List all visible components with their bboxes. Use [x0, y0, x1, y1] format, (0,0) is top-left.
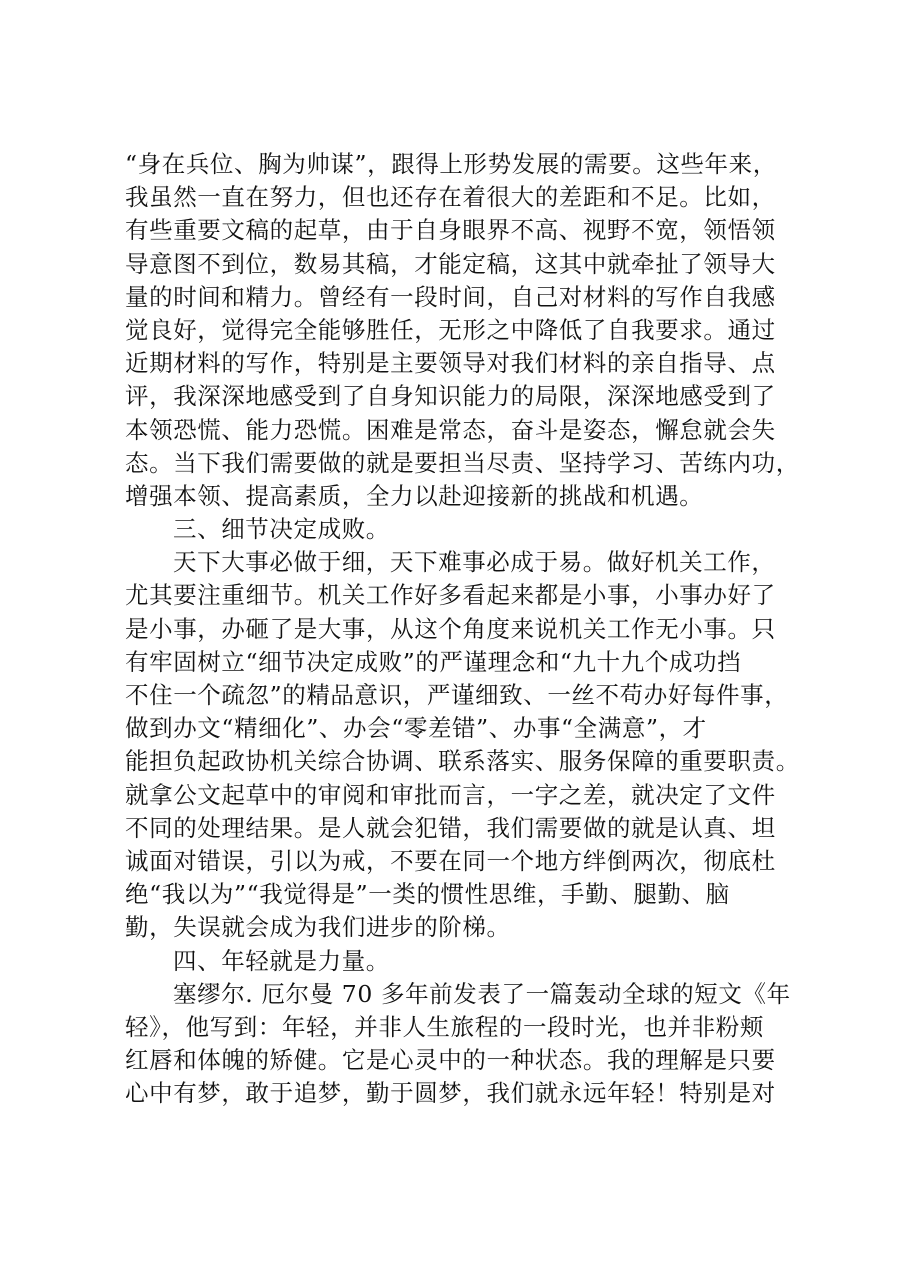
text-line: 本领恐慌、能力恐慌。困难是常态，奋斗是姿态，懈怠就会失 [125, 415, 776, 444]
text-line: 增强本领、提高素质，全力以赴迎接新的挑战和机遇。 [125, 481, 704, 510]
text-line: 能担负起政协机关综合协调、联系落实、服务保障的重要职责。 [125, 747, 800, 776]
section-heading: 三、细节决定成败。 [173, 515, 390, 544]
text-line: 塞缪尔. 厄尔曼 70 多年前发表了一篇轰动全球的短文《年 [173, 979, 791, 1008]
text-line: 导意图不到位，数易其稿，才能定稿，这其中就牵扯了领导大 [125, 249, 776, 278]
text-line: 绝“我以为”“我觉得是”一类的惯性思维，手勤、腿勤、脑 [125, 880, 730, 909]
text-line: 诚面对错误，引以为戒，不要在同一个地方绊倒两次，彻底杜 [125, 846, 776, 875]
text-line: 尤其要注重细节。机关工作好多看起来都是小事，小事办好了 [125, 581, 776, 610]
text-line: 评，我深深地感受到了自身知识能力的局限，深深地感受到了 [125, 382, 776, 411]
text-line: 觉良好，觉得完全能够胜任，无形之中降低了自我要求。通过 [125, 315, 776, 344]
text-line: 有牢固树立“细节决定成败”的严谨理念和“九十九个成功挡 [125, 647, 742, 676]
text-line: 是小事，办砸了是大事，从这个角度来说机关工作无小事。只 [125, 614, 776, 643]
text-line: 不住一个疏忽”的精品意识，严谨细致、一丝不苟办好每件事， [125, 681, 789, 709]
text-line: 红唇和体魄的矫健。它是心灵中的一种状态。我的理解是只要 [125, 1046, 776, 1075]
text-line: 心中有梦，敢于追梦，勤于圆梦，我们就永远年轻！特别是对 [125, 1079, 776, 1108]
text-line: 态。当下我们需要做的就是要担当尽责、坚持学习、苦练内功， [125, 448, 800, 477]
text-line: 量的时间和精力。曾经有一段时间，自己对材料的写作自我感 [125, 282, 776, 311]
text-line: 近期材料的写作，特别是主要领导对我们材料的亲自指导、点 [125, 349, 776, 378]
text-line: 做到办文“精细化”、办会“零差错”、办事“全满意”，才 [125, 714, 707, 743]
text-line: 天下大事必做于细，天下难事必成于易。做好机关工作， [173, 548, 776, 577]
text-line: “身在兵位、胸为帅谋”，跟得上形势发展的需要。这些年来， [125, 150, 777, 178]
section-heading: 四、年轻就是力量。 [173, 946, 390, 975]
text-line: 轻》，他写到：年轻，并非人生旅程的一段时光，也并非粉颊 [125, 1012, 764, 1041]
text-line: 有些重要文稿的起草，由于自身眼界不高、视野不宽，领悟领 [125, 216, 776, 245]
text-line: 勤，失误就会成为我们进步的阶梯。 [125, 913, 511, 942]
text-line: 就拿公文起草中的审阅和审批而言，一字之差，就决定了文件 [125, 780, 776, 809]
document-body [125, 148, 815, 1110]
text-line: 我虽然一直在努力，但也还存在着很大的差距和不足。比如， [125, 183, 776, 212]
text-line: 不同的处理结果。是人就会犯错，我们需要做的就是认真、坦 [125, 813, 776, 842]
